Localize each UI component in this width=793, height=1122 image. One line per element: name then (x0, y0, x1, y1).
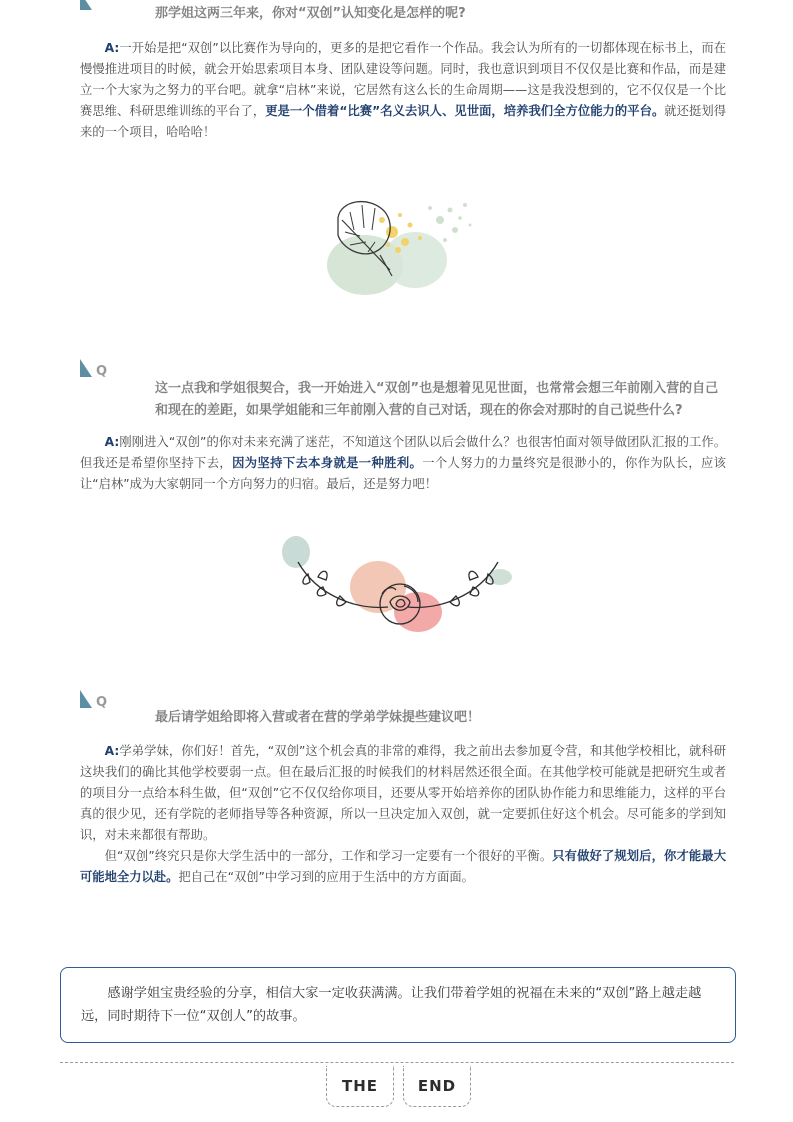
answer-lead: A: (104, 41, 120, 55)
closing-text: 感谢学姐宝贵经验的分享，相信大家一定收获满满。让我们带着学姐的祝福在未来的“双创”路上越走越远，同时期待下一位“双创人”的故事。 (81, 986, 702, 1024)
answer-text: 把自己在“双创”中学习到的应用于生活中的方方面面。 (178, 870, 474, 884)
answer-1 (80, 38, 726, 143)
q-label: Q (96, 695, 108, 710)
answer-lead: A: (104, 744, 120, 758)
answer-text: 刚刚进入“双创”的你对未来充满了迷茫，不知道这个团队以后会做什么？也很害怕面对领导做团队汇报的工作。但我还是希望你坚持下去， (80, 435, 726, 470)
monstera-leaf-illustration (320, 190, 480, 305)
answer-lead: A: (104, 435, 120, 449)
answer-highlight: 因为坚持下去本身就是一种胜利。 (232, 456, 423, 470)
closing-box (60, 967, 736, 1043)
q-marker-icon (80, 355, 110, 377)
answer-text: 就还挺划得来的一个项目，哈哈哈！ (80, 104, 726, 139)
answer-highlight: 只有做好了规划后，你才能最大可能地全力以赴。 (80, 849, 726, 884)
q-marker-icon (80, 686, 110, 708)
question-1: 那学姐这两三年来，你对“双创”认知变化是怎样的呢? (155, 6, 466, 21)
end-tag-end: END (403, 1066, 471, 1107)
answer-2 (80, 432, 726, 495)
answer-highlight: 更是一个借着“比赛”名义去识人、见世面，培养我们全方位能力的平台。 (265, 104, 665, 118)
answer-text: 学弟学妹，你们好！首先，“双创”这个机会真的非常的难得，我之前出去参加夏令营，和其他学校相比，就科研这块我们的确比其他学校要弱一点。但在最后汇报的时候我们的材料居然还很全面。在其他学校可能就是把研究生或者的项目分一点给本科生做，但“双创”它不仅仅给你项目，还要从零开始培养你的团队协作能力和思维能力，这样的平台真的很少见，还有学院的老师指导等各种资源，所以一旦决定加入双创，就一定要抓住好这个机会。尽可能多的学到知识，对未来都很有帮助。 (80, 744, 726, 842)
answer-3 (80, 741, 726, 888)
answer-text: 一开始是把“双创”以比赛作为导向的，更多的是把它看作一个作品。我会认为所有的一切都体现在标书上，而在慢慢推进项目的时候，就会开始思索项目本身、团队建设等问题。同时，我也意识到项目不仅仅是比赛和作品，而是建立一个大家为之努力的平台吧。就拿“启林”来说，它居然有这么长的生命周期——这是我没想到的，它不仅仅是一个比赛思维、科研思维训练的平台了， (80, 41, 726, 118)
end-tag-the: THE (326, 1066, 394, 1107)
divider (60, 1062, 734, 1063)
q-label: Q (96, 364, 108, 379)
question-2: 这一点我和学姐很契合，我一开始进入“双创”也是想着见见世面，也常常会想三年前刚入营的自己和现在的差距，如果学姐能和三年前刚入营的自己对话，现在的你会对那时的自己说些什么? (155, 381, 719, 418)
answer-text: 一个人努力的力量终究是很渺小的，你作为队长，应该让“启林”成为大家朝同一个方向努力的归宿。最后，还是努力吧！ (80, 456, 726, 491)
answer-text: 但“双创”终究只是你大学生活中的一部分，工作和学习一定要有一个很好的平衡。 (104, 849, 553, 863)
question-3: 最后请学姐给即将入营或者在营的学弟学妹提些建议吧！ (155, 710, 481, 725)
q-marker-icon (80, 0, 110, 10)
rose-wreath-illustration (278, 532, 518, 642)
